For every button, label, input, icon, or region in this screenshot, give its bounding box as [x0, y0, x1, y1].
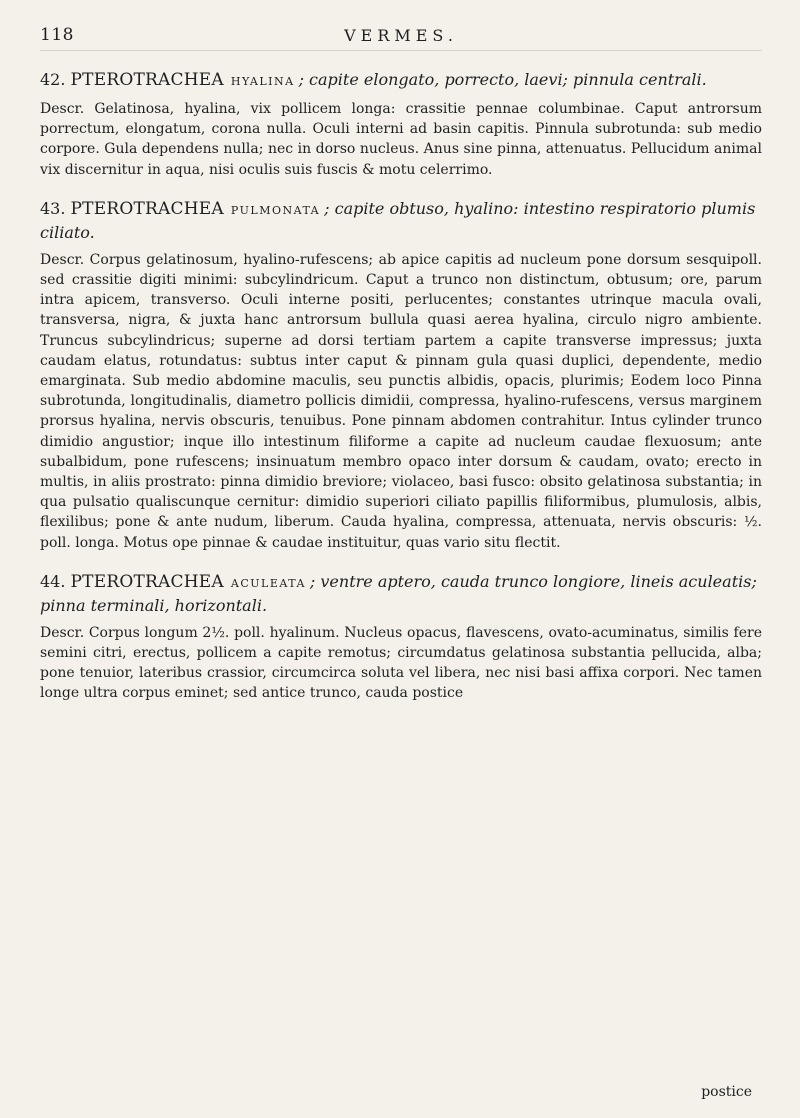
- species-name: HYALINA: [230, 75, 295, 88]
- genus-name: PTEROTRACHEA: [70, 198, 224, 219]
- diagnosis: ; capite elongato, porrecto, laevi; pinnula centrali.: [298, 70, 707, 89]
- running-head: VERMES.: [344, 25, 458, 45]
- catchword: postice: [701, 1084, 752, 1100]
- genus-name: PTEROTRACHEA: [70, 70, 224, 90]
- description: Descr. Gelatinosa, hyalina, vix pollicem longa: crassitie pennae columbinae. Caput antrorsum porrectum, elongatum, corona nulla. Oculi interni ad basin capitis. Pinnula subrotunda: sub medio corpore. Gula dependens nulla; nec in dorso nucleus. Anus sine pinna, attenuatus. Pellucidum animal vix discernitur in aqua, nisi oculis suis fuscis & motu celerrimo.: [40, 101, 762, 178]
- entry-number: 42.: [40, 70, 66, 89]
- species-name: PULMONATA: [230, 203, 321, 217]
- species-entry: [40, 69, 762, 180]
- description: Descr. Corpus longum 2½. poll. hyalinum. Nucleus opacus, flavescens, ovato-acuminatus, similis fere semini citri, erectus, pollicem a capite remotus; circumdatus gelatinosa substantia pellucida, alba; pone tenuior, lateribus crassior, circumcirca soluta vel libera, nec nisi basi affixa corpori. Nec tamen longe ultra corpus eminet; sed antice trunco, cauda postice: [40, 624, 762, 702]
- diagnosis: ; capite obtuso, hyalino: intestino respiratorio plumis ciliato.: [40, 198, 756, 242]
- description: Descr. Corpus gelatinosum, hyalino-rufescens; ab apice capitis ad nucleum pone dorsum sesquipoll. sed crassitie digiti minimi: subcylindricum. Caput a trunco non distinctum, obtusum; ore, parum intra apicem, transverso. Oculi interne positi, perlucentes; constantes utrinque macula ovali, transversa, nigra, & juxta hanc antrorsum bullula quasi aerea hyalina, circulo nigro ambiente. Truncus subcylindricus; superne ad dorsi tertiam partem a capite transverse impressus; juxta caudam elatus, rotundatus: subtus inter caput & pinnam gula quasi duplici, dependente, medio emarginata. Sub medio abdomine maculis, seu punctis albidis, opacis, plurimis; Eodem loco Pinna subrotunda, longitudinalis, diametro pollicis dimidii, compressa, hyalino-rufescens, versus marginem prorsus hyalina, nervis obscuris, tenuibus. Pone pinnam abdomen contrahitur. Intus cylinder trunco dimidio angustior; inque illo intestinum filiforme a capite ad nucleum caudae flexuosum; ante subalbidum, pone rufescens; insinuatum membro opaco inter dorsum & caudam, ovato; erecto in multis, in aliis prostrato: pinna dimidio breviore; violaceo, basi fusco: obsito gelatinosa substantia; in qua pulsatio qualiscunque cernitur: dimidio superiori ciliato papillis filiformibus, plumulosis, albis, flexilibus; pone & ante nudum, liberum. Cauda hyalina, compressa, attenuata, nervis obscuris: ½. poll. longa. Motus ope pinnae & caudae instituitur, quas vario situ flectit.: [40, 251, 762, 551]
- diagnosis: ; ventre aptero, cauda trunco longiore, lineis aculeatis; pinna terminali, horizontali.: [40, 571, 757, 615]
- species-name: ACULEATA: [230, 576, 306, 590]
- entry-title: [40, 69, 762, 93]
- species-entry: [40, 571, 762, 704]
- genus-name: PTEROTRACHEA: [70, 571, 224, 592]
- page-header: [40, 20, 762, 51]
- entry-title: [40, 198, 762, 244]
- entry-number: 43.: [40, 198, 66, 218]
- page-number: 118: [40, 25, 74, 45]
- entry-number: 44.: [40, 571, 66, 591]
- entry-title: [40, 571, 762, 617]
- species-entry: [40, 198, 762, 553]
